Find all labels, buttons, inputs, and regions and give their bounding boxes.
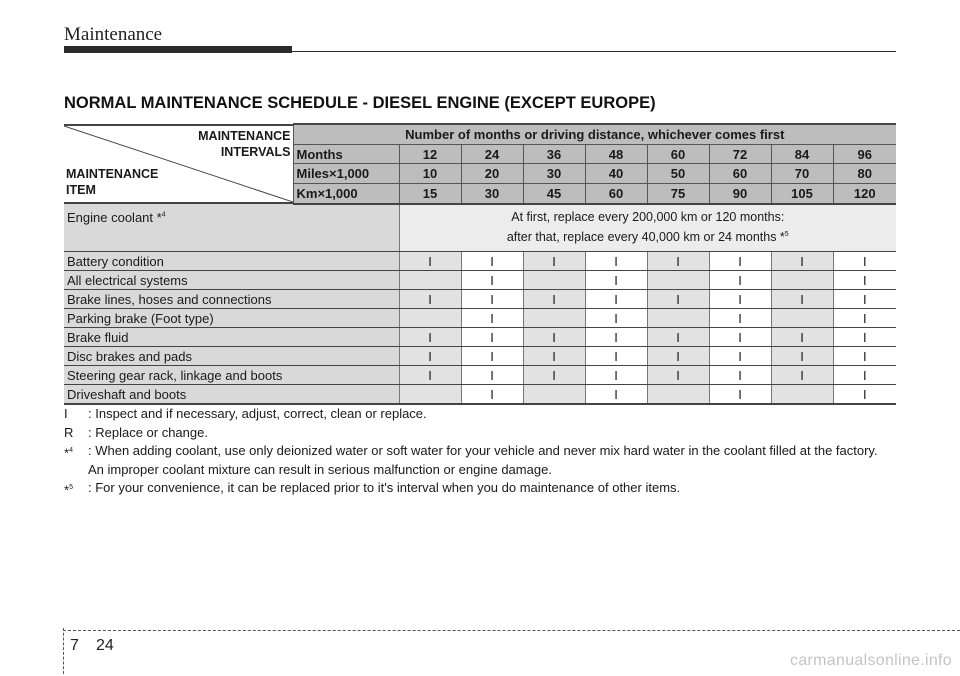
legend-symbol (64, 442, 88, 479)
miles-value: 80 (833, 164, 896, 184)
legend-entry (64, 442, 896, 479)
maintenance-item: Brake lines, hoses and connections (64, 290, 399, 309)
corner-intervals-text: MAINTENANCE INTERVALS (198, 129, 291, 159)
schedule-mark: I (833, 271, 896, 290)
schedule-mark: I (461, 366, 523, 385)
legend-text: : For your convenience, it can be replaced prior to it's interval when you do maintenance of other items. (88, 480, 681, 495)
engine-coolant-note (399, 204, 896, 252)
legend-symbol-footnote: 4 (69, 447, 73, 454)
legend-symbol-text: I (64, 406, 68, 421)
legend-text: : When adding coolant, use only deionized water or soft water for your vehicle and never mix hard water in the coolant filled at the factory. An improper coolant mixture can result in serious malfunction or engine damage. (88, 443, 878, 477)
legend-symbol-footnote: 5 (69, 484, 73, 491)
schedule-mark (647, 271, 709, 290)
km-value: 45 (523, 184, 585, 204)
schedule-mark: I (399, 366, 461, 385)
schedule-mark: I (709, 328, 771, 347)
miles-value: 60 (709, 164, 771, 184)
page-title: NORMAL MAINTENANCE SCHEDULE - DIESEL ENGINE (EXCEPT EUROPE) (64, 94, 656, 112)
months-value: 60 (647, 144, 709, 164)
schedule-mark: I (461, 328, 523, 347)
schedule-mark (399, 271, 461, 290)
months-value: 24 (461, 144, 523, 164)
interval-header: Number of months or driving distance, whichever comes first (293, 124, 896, 144)
footer-rule (63, 630, 960, 631)
schedule-mark (771, 385, 833, 405)
engine-coolant-item (64, 204, 293, 252)
maintenance-item: Driveshaft and boots (64, 385, 399, 405)
schedule-mark: I (399, 347, 461, 366)
legend-entry (64, 424, 896, 443)
schedule-mark: I (833, 328, 896, 347)
header-rule (292, 51, 896, 52)
schedule-mark: I (585, 328, 647, 347)
km-value: 105 (771, 184, 833, 204)
coolant-note-line2-wrap (400, 226, 897, 246)
km-value: 90 (709, 184, 771, 204)
schedule-mark: I (399, 328, 461, 347)
table-row-engine-coolant (64, 204, 896, 252)
schedule-mark: I (461, 290, 523, 309)
table-row (64, 252, 896, 271)
months-value: 36 (523, 144, 585, 164)
corner-item-text: MAINTENANCE ITEM (66, 167, 159, 197)
schedule-mark (523, 385, 585, 405)
schedule-mark: I (709, 290, 771, 309)
schedule-mark (523, 309, 585, 328)
table-row (64, 366, 896, 385)
schedule-mark: I (585, 366, 647, 385)
months-value: 12 (399, 144, 461, 164)
schedule-mark: I (461, 309, 523, 328)
legend-symbol (64, 405, 88, 424)
header-bar (64, 46, 292, 53)
schedule-mark: I (709, 347, 771, 366)
schedule-mark: I (585, 309, 647, 328)
legend-entry (64, 405, 896, 424)
legend-symbol (64, 479, 88, 500)
schedule-mark: I (833, 385, 896, 405)
table-row (64, 347, 896, 366)
schedule-mark: I (585, 271, 647, 290)
maintenance-item: Battery condition (64, 252, 399, 271)
km-value: 75 (647, 184, 709, 204)
page-number-divider (63, 628, 64, 674)
schedule-mark: I (833, 252, 896, 271)
legend-symbol (64, 424, 88, 443)
maintenance-item: Disc brakes and pads (64, 347, 399, 366)
schedule-mark: I (647, 290, 709, 309)
km-value: 15 (399, 184, 461, 204)
miles-label: Miles×1,000 (293, 164, 399, 184)
schedule-mark (523, 271, 585, 290)
schedule-mark: I (461, 347, 523, 366)
engine-coolant-label: Engine coolant * (67, 210, 162, 225)
schedule-mark: I (771, 366, 833, 385)
schedule-mark: I (709, 271, 771, 290)
schedule-mark: I (523, 366, 585, 385)
engine-coolant-footnote: 4 (161, 211, 166, 219)
schedule-mark: I (833, 309, 896, 328)
miles-value: 70 (771, 164, 833, 184)
corner-intervals-label (198, 128, 290, 160)
schedule-mark: I (771, 252, 833, 271)
schedule-mark: I (523, 252, 585, 271)
schedule-mark: I (771, 347, 833, 366)
legend-entry (64, 479, 896, 500)
maintenance-item: All electrical systems (64, 271, 399, 290)
legend-text: : Replace or change. (88, 424, 208, 440)
schedule-mark (647, 385, 709, 405)
schedule-mark: I (647, 347, 709, 366)
miles-value: 40 (585, 164, 647, 184)
schedule-mark: I (647, 366, 709, 385)
corner-item-label (66, 166, 158, 198)
coolant-note-footnote: 5 (784, 231, 789, 239)
watermark: carmanualsonline.info (790, 652, 952, 669)
schedule-mark (771, 309, 833, 328)
schedule-mark: I (709, 366, 771, 385)
miles-value: 20 (461, 164, 523, 184)
table-row (64, 385, 896, 405)
months-label: Months (293, 144, 399, 164)
schedule-mark: I (647, 252, 709, 271)
chapter-number: 7 (70, 637, 79, 654)
section-header-title: Maintenance (64, 24, 163, 45)
schedule-mark: I (771, 290, 833, 309)
miles-value: 30 (523, 164, 585, 184)
table-row (64, 271, 896, 290)
schedule-mark: I (399, 290, 461, 309)
schedule-mark: I (833, 347, 896, 366)
schedule-mark: I (833, 290, 896, 309)
legend-symbol-text: * (64, 445, 70, 461)
km-label: Km×1,000 (293, 184, 399, 204)
schedule-mark: I (771, 328, 833, 347)
schedule-mark: I (709, 309, 771, 328)
km-value: 120 (833, 184, 896, 204)
schedule-mark: I (523, 347, 585, 366)
months-value: 84 (771, 144, 833, 164)
engine-coolant-item-spacer (293, 204, 399, 252)
miles-value: 10 (399, 164, 461, 184)
legend-symbol-text: R (64, 424, 74, 440)
schedule-rows (64, 252, 896, 405)
schedule-mark: I (461, 385, 523, 405)
coolant-note-line1: At first, replace every 200,000 km or 120 months: (511, 210, 785, 225)
table-row (64, 309, 896, 328)
km-value: 30 (461, 184, 523, 204)
schedule-mark: I (585, 252, 647, 271)
maintenance-schedule-table (64, 123, 896, 405)
schedule-mark: I (523, 328, 585, 347)
maintenance-item: Steering gear rack, linkage and boots (64, 366, 399, 385)
schedule-mark: I (461, 252, 523, 271)
schedule-mark: I (709, 385, 771, 405)
schedule-mark: I (585, 290, 647, 309)
schedule-mark (399, 309, 461, 328)
legend-text: : Inspect and if necessary, adjust, correct, clean or replace. (88, 406, 427, 421)
months-value: 48 (585, 144, 647, 164)
coolant-note-line2: after that, replace every 40,000 km or 24 months * (506, 230, 785, 245)
table-row (64, 290, 896, 309)
schedule-mark: I (585, 347, 647, 366)
km-value: 60 (585, 184, 647, 204)
schedule-mark: I (399, 252, 461, 271)
schedule-mark (399, 385, 461, 405)
schedule-mark: I (523, 290, 585, 309)
table-corner-cell (64, 124, 293, 204)
maintenance-item: Parking brake (Foot type) (64, 309, 399, 328)
maintenance-item: Brake fluid (64, 328, 399, 347)
legend-symbol-text: * (64, 482, 70, 498)
legend (64, 405, 896, 500)
schedule-mark: I (585, 385, 647, 405)
schedule-mark (647, 309, 709, 328)
schedule-mark (771, 271, 833, 290)
table-row (64, 328, 896, 347)
schedule-mark: I (647, 328, 709, 347)
months-value: 96 (833, 144, 896, 164)
page-number-value: 24 (96, 637, 114, 654)
schedule-mark: I (709, 252, 771, 271)
months-value: 72 (709, 144, 771, 164)
schedule-mark: I (461, 271, 523, 290)
miles-value: 50 (647, 164, 709, 184)
schedule-mark: I (833, 366, 896, 385)
